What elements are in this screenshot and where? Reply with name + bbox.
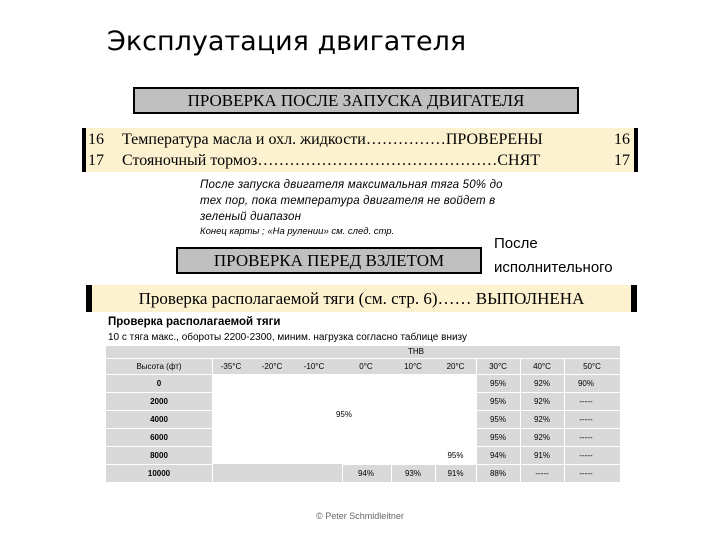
temp-header: 50°C xyxy=(583,362,601,371)
table-cell: 90% xyxy=(577,379,594,388)
table-subtitle: 10 с тяга макс., обороты 2200-2300, миним. нагрузка согласно таблице внизу xyxy=(108,332,468,343)
side-text-line: исполнительного xyxy=(494,259,613,276)
altitude-cell: 4000 xyxy=(150,415,168,424)
temp-header: 40°C xyxy=(533,362,551,371)
checklist xyxy=(82,128,638,172)
item-number: 17 xyxy=(88,152,104,169)
temp-header: 20°C xyxy=(446,362,465,371)
table-cell: ----- xyxy=(579,451,593,460)
section-header-before-takeoff: ПРОВЕРКА ПЕРЕД ВЗЛЕТОМ xyxy=(176,247,482,274)
temp-header: -35°C xyxy=(220,362,242,371)
table-cell: 93% xyxy=(404,469,421,478)
item-text: Стояночный тормоз………………………………………СНЯТ xyxy=(122,152,541,169)
table-cell: 95% xyxy=(489,433,506,442)
table-cell: 88% xyxy=(489,469,506,478)
item-number: 17 xyxy=(614,152,630,169)
temp-header: -10°C xyxy=(303,362,325,371)
temp-header: 0°C xyxy=(359,362,373,371)
table-cell: ----- xyxy=(535,469,549,478)
table-cell: 95% xyxy=(489,415,506,424)
note-line: тех пор, пока температура двигателя не войдет в xyxy=(200,195,496,207)
note-line: зеленый диапазон xyxy=(200,211,302,223)
table-cell: 95% xyxy=(489,379,506,388)
thrust-note xyxy=(200,177,580,225)
side-text-line: После xyxy=(494,235,538,252)
table-title: Проверка располагаемой тяги xyxy=(108,316,281,328)
item-number: 16 xyxy=(88,131,104,148)
table-cell: ----- xyxy=(579,415,593,424)
table-cell: 95% xyxy=(447,451,464,460)
thrust-check-item: Проверка располагаемой тяги (см. стр. 6)…… ВЫПОЛНЕНА xyxy=(86,285,637,312)
thrust-table xyxy=(106,346,620,482)
side-text xyxy=(494,232,613,280)
merged-value: 95% xyxy=(335,410,352,419)
altitude-header: Высота (фт) xyxy=(136,362,182,371)
table-cell: 91% xyxy=(533,451,550,460)
table-cell: ----- xyxy=(579,433,593,442)
table-cell: 92% xyxy=(533,397,550,406)
table-cell: 91% xyxy=(447,469,464,478)
altitude-cell: 0 xyxy=(156,379,162,388)
table-cell: 92% xyxy=(533,379,550,388)
altitude-cell: 2000 xyxy=(150,397,168,406)
note-end: Конец карты ; «На рулении» см. след. стр. xyxy=(200,226,395,237)
table-cell: 92% xyxy=(533,433,550,442)
table-cell: ----- xyxy=(579,397,593,406)
checklist-item xyxy=(86,129,634,150)
checklist-item xyxy=(86,150,634,171)
section-header-after-start: ПРОВЕРКА ПОСЛЕ ЗАПУСКА ДВИГАТЕЛЯ xyxy=(133,87,579,114)
temp-header: 10°C xyxy=(404,362,422,371)
table-cell: 95% xyxy=(489,397,506,406)
table-cell: ----- xyxy=(579,469,593,478)
temp-header: -20°C xyxy=(261,362,283,371)
temp-header: 30°C xyxy=(489,362,507,371)
table-cell: 94% xyxy=(357,469,374,478)
table-cell: 92% xyxy=(533,415,550,424)
altitude-cell: 8000 xyxy=(150,451,168,460)
slide-title: Эксплуатация двигателя xyxy=(107,26,467,57)
table-cell: 94% xyxy=(489,451,506,460)
copyright-footer: © Peter Schmidleitner xyxy=(316,511,404,521)
item-text: Температура масла и охл. жидкости……………ПРОВЕРЕНЫ xyxy=(122,131,543,148)
altitude-cell: 6000 xyxy=(150,433,168,442)
item-number: 16 xyxy=(614,131,630,148)
group-header: THB xyxy=(408,347,424,356)
altitude-cell: 10000 xyxy=(147,469,171,478)
note-line: После запуска двигателя максимальная тяга 50% до xyxy=(200,179,503,191)
